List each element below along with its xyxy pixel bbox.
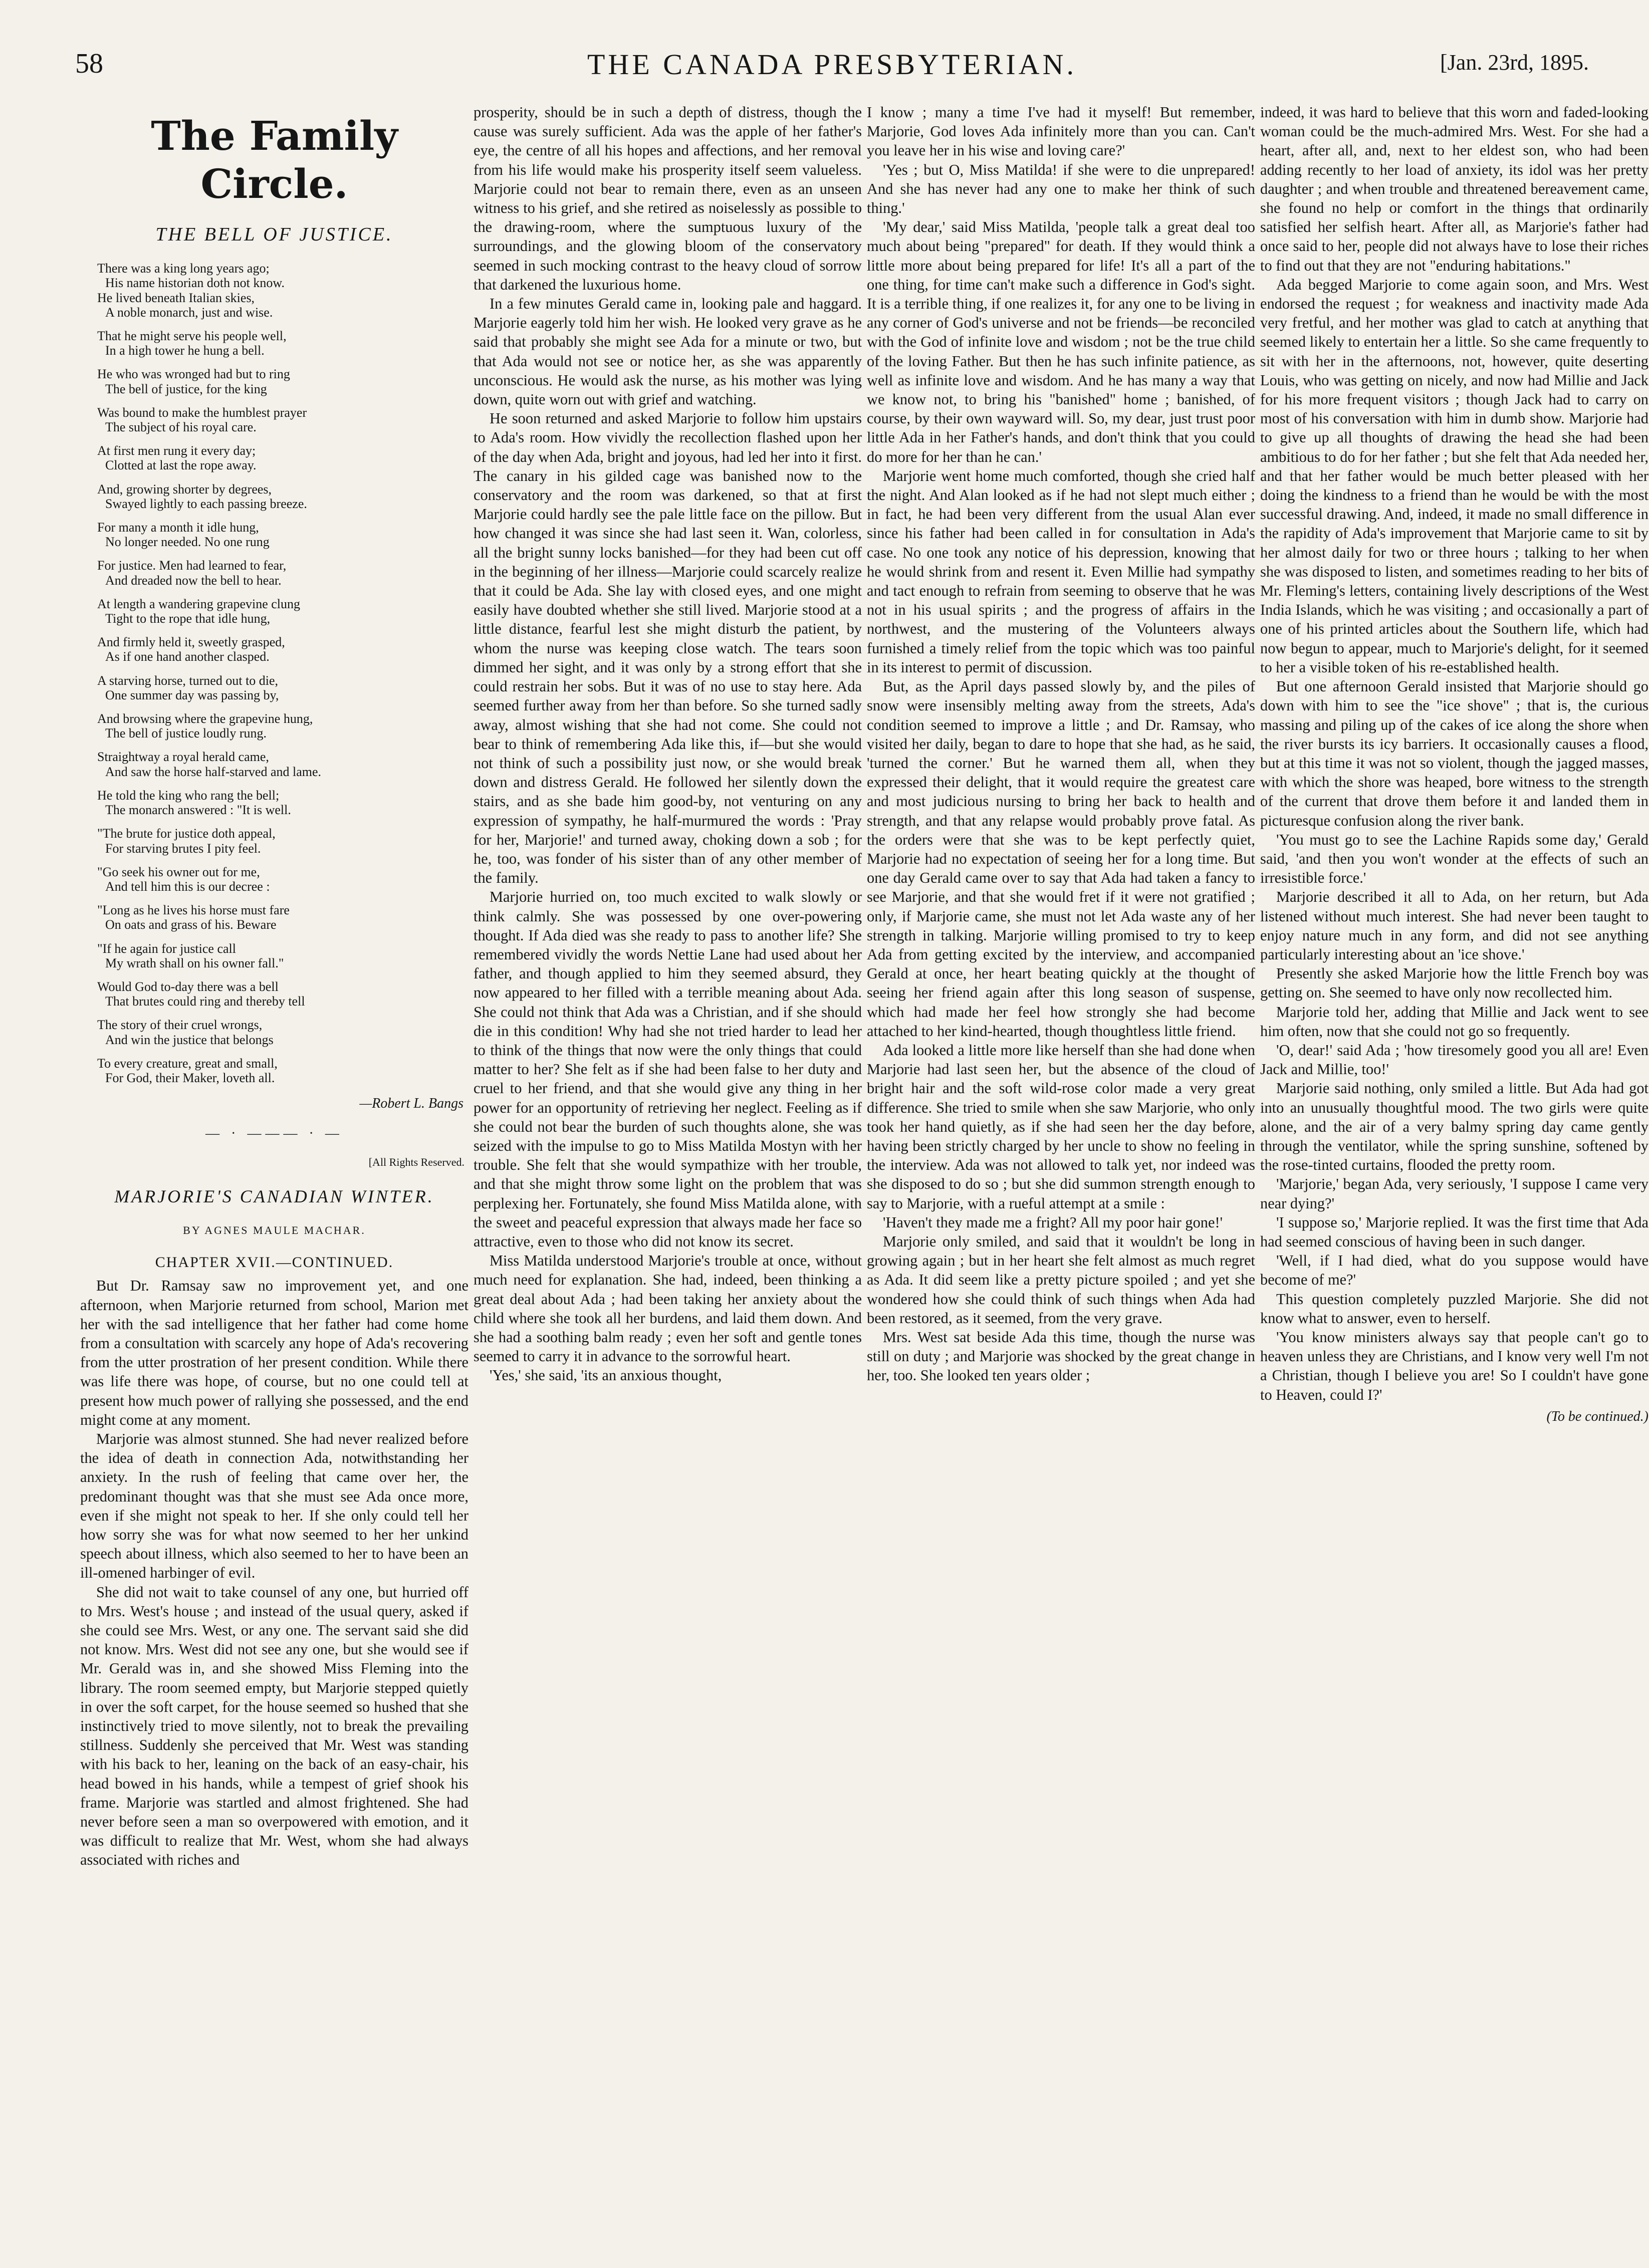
section-title: The Family Circle. [151, 112, 398, 207]
column-3 [867, 103, 1255, 1385]
poem-line: One summer day was passing by, [105, 687, 279, 702]
poem-line: My wrath shall on his owner fall." [105, 955, 284, 970]
poem-line: That he might serve his people well, [97, 329, 287, 344]
poem-stanza [97, 482, 468, 511]
poem-stanza [97, 558, 468, 587]
poem-line: No longer needed. No one rung [105, 535, 270, 550]
masthead [75, 48, 1589, 88]
poem-title: THE BELL OF JUSTICE. [155, 224, 393, 245]
poem-line: And tell him this is our decree : [105, 879, 270, 894]
rights-notice: [All Rights Reserved. [368, 1155, 464, 1168]
poem-stanza [97, 941, 468, 970]
column-1 [80, 103, 468, 1870]
poem-stanza [97, 261, 468, 320]
column-text [474, 103, 862, 1385]
paragraph: Ada looked a little more like herself than she had done when Marjorie had last seen her, but the absence of the cloud of bright hair and the soft wild-rose color made a very great difference. She tried to smile when she saw Marjorie, who only took her hand quietly, as if she had seen her the day before, having been strictly charged by her uncle to show no feeling in the interview. Ada was not allowed to talk yet, nor indeed was she disposed to do so ; but she did summon strength enough to say to Marjorie, with a rueful attempt at a smile : [867, 1041, 1255, 1212]
column-2 [474, 103, 862, 1385]
poem-line: And browsing where the grapevine hung, [97, 711, 313, 726]
poem-line: He who was wronged had but to ring [97, 367, 290, 382]
poem-line: And, growing shorter by degrees, [97, 481, 272, 496]
poem-stanza [97, 1018, 468, 1047]
page-number: 58 [75, 48, 103, 79]
poem-stanza [97, 826, 468, 855]
divider: — · ——— · — [205, 1126, 343, 1142]
poem [97, 261, 468, 1085]
paragraph: She did not wait to take counsel of any one, but hurried off to Mrs. West's house ; and instead of the usual query, asked if she could see Mrs. West, or any one. The servant said she did not know. Mrs. West did not see any one, but she would see if Mr. Gerald was in, and she showed Miss Fleming into the library. The room seemed empty, but Marjorie stepped quietly in over the soft carpet, for the house seemed so hushed that she instinctively tried to move silently, not to break the prevailing stillness. Suddenly she perceived that Mr. West was standing with his back to her, leaning on the back of an easy-chair, his head bowed in his hands, while a tempest of grief shook his frame. Marjorie was startled and almost frightened. She had never before seen a man so overpowered with emotion, and it was difficult to realize that Mr. West, whom she had always associated with riches and [80, 1583, 468, 1869]
poem-line: The monarch answered : "It is well. [105, 803, 291, 818]
paragraph: Miss Matilda understood Marjorie's trouble at once, without much need for explanation. She had, indeed, been thinking a great deal about Ada ; had been taking her anxiety about the child where she took all her burdens, and laid them down. And she had a soothing balm ready ; even her soft and gentle tones seemed to carry it in advance to the sorrowful heart. [474, 1252, 862, 1365]
paragraph: He soon returned and asked Marjorie to follow him upstairs to Ada's room. How vividly the recollection flashed upon her of the day when Ada, bright and joyous, had led her into it first. The canary in his gilded cage was banished now to the conservatory and the room was darkened, so that at first Marjorie could hardly see the pale little face on the pillow. But how changed it was since she had last seen it. Wan, colorless, all the bright sunny locks banished—for they had been cut off in the beginning of her illness—Marjorie could scarcely realize that it could be Ada. She lay with closed eyes, and one might easily have doubted whether she still lived. Marjorie stood at a little distance, fearful lest she might disturb the patient, by whom the nurse was keeping close watch. The tears soon dimmed her sight, and it was only by a strong effort that she could restrain her sobs. But it was of no use to stay here. Ada seemed further away from her than before. So she turned sadly away, almost wishing that she had not come. She could not bear to think of remembering Ada like this, if—but she would not think of such a possibility just now, or she would break down and distress Gerald. He followed her silently down the stairs, and as she bade him good-by, not venturing on any expression of sympathy, he half-murmured the words : 'Pray for her, Marjorie!' and turned away, choking down a sob ; for he, too, was fonder of his sister than of any other member of the family. [474, 410, 862, 887]
poem-line: A starving horse, turned out to die, [97, 673, 279, 688]
paragraph: I know ; many a time I've had it myself! But remember, Marjorie, God loves Ada infinitely more than you can. Can't you leave her in his wise and loving care?' [867, 104, 1255, 159]
poem-line: Clotted at last the rope away. [105, 458, 257, 473]
poem-stanza [97, 788, 468, 817]
poem-line: The subject of his royal care. [105, 420, 257, 435]
poem-stanza [97, 597, 468, 626]
poem-line: "The brute for justice doth appeal, [97, 826, 276, 841]
poem-line: Was bound to make the humblest prayer [97, 405, 307, 420]
poem-line: Tight to the rope that idle hung, [105, 611, 271, 626]
poem-line: For God, their Maker, loveth all. [105, 1070, 275, 1085]
story-title: MARJORIE'S CANADIAN WINTER. [114, 1186, 434, 1206]
poem-stanza [97, 749, 468, 779]
poem-line: At length a wandering grapevine clung [97, 596, 301, 611]
paragraph: But, as the April days passed slowly by, and the piles of snow were insensibly melting away from the streets, Ada's condition seemed to improve a little ; and Dr. Ramsay, who visited her daily, began to dare to hope that she had, as he said, 'turned the corner.' But he warned them all, when they expressed their delight, that it would require the greatest care and most judicious nursing to bring her back to health and strength, and that any relapse would probably prove fatal. As the orders were that she was to be kept perfectly quiet, Marjorie had no expectation of seeing her for a long time. But one day Gerald came over to say that Ada had taken a fancy to see Marjorie, and that she would fret if it were not gratified ; only, if Marjorie came, she must not let Ada waste any of her strength in talking. Marjorie willing promised to try to keep Ada from getting excited by the interview, and accompanied Gerald at once, her heart beating quickly at the thought of seeing her friend again after this long season of suspense, which had made her feel how strongly she had become attached to her kind-hearted, though thoughtless little friend. [867, 678, 1255, 1040]
paragraph: Ada begged Marjorie to come again soon, and Mrs. West endorsed the request ; for weakness and inactivity made Ada very fretful, and her mother was glad to catch at anything that seemed likely to entertain her a little. So she came frequently to sit with her in the afternoons, not, however, quite deserting Louis, who was getting on nicely, and now had Millie and Jack for his more frequent visitors ; though Jack had to carry on most of his conversation with him in dumb show. Marjorie had to give up all thoughts of drawing the head she had been ambitious to do for her father ; but she felt that Ada needed her, and that her father would be much better pleased with her doing the kindness to a friend than he would be with the most successful drawing. And, indeed, it made no small difference in the rapidity of Ada's improvement that Marjorie came to sit by her almost daily for two or three hours ; talking to her when she was disposed to listen, and sometimes reading to her bits of Mr. Fleming's letters, containing lively descriptions of the West India Islands, which he was visiting ; and occasionally a part of one of his printed articles about the Southern life, which had now begun to appear, much to Marjorie's delight, for it seemed to her a visible token of his re-established health. [1260, 276, 1648, 676]
poem-stanza [97, 711, 468, 740]
poem-line: He lived beneath Italian skies, [97, 290, 255, 305]
poem-author: —Robert L. Bangs [359, 1096, 463, 1112]
poem-stanza [97, 329, 468, 358]
paragraph: In a few minutes Gerald came in, looking pale and haggard. Marjorie eagerly told him her wish. He looked very grave as he said that probably she might see Ada for a minute or two, but that Ada would not see or notice her, as she was apparently unconscious. He would ask the nurse, as his mother was lying down, quite worn out with grief and watching. [474, 295, 862, 408]
poem-line: "Go seek his owner out for me, [97, 864, 260, 879]
paragraph: This question completely puzzled Marjorie. She did not know what to answer, even to herself. [1260, 1290, 1648, 1327]
poem-line: For justice. Men had learned to fear, [97, 558, 287, 573]
paragraph: Marjorie hurried on, too much excited to walk slowly or think calmly. She was possessed by one over-powering thought. If Ada died was she ready to pass to another life? She remembered vividly the words Nettie Lane had used about her father, and though applied to him they seemed absurd, they now appeared to her filled with a terrible meaning about Ada. She could not think that Ada was a Christian, and if she should die in this condition! Why had she not tried harder to lead her to think of the things that now were the only things that could matter to her? She felt as if she had been false to her duty and cruel to her friend, and that she would give any thing in her power for an opportunity of retrieving her neglect. Feeling as if she could not bear the burden of such thoughts alone, she was seized with the impulse to go to Miss Matilda Mostyn with her trouble. She felt that she would sympathize with her trouble, and that she might throw some light on the problem that was perplexing her. Fortunately, she found Miss Matilda alone, with the sweet and peaceful expression that always made her face so attractive, even to those who did not know its secret. [474, 888, 862, 1250]
poem-line: He told the king who rang the bell; [97, 788, 280, 803]
paragraph: 'Haven't they made me a fright? All my poor hair gone!' [883, 1213, 1223, 1231]
paragraph: indeed, it was hard to believe that this worn and faded-looking woman could be the much-admired Mrs. West. For she had a heart, after all, and, next to her eldest son, who had been adding recently to her load of anxiety, its idol was her pretty daughter ; and when trouble and threatened bereavement came, she found no help or comfort in the things that ordinarily satisfied her selfish heart. After all, as Marjorie's father had once said to her, people did not always have to lose their riches to find out that they are not "enduring habitations." [1260, 104, 1648, 274]
poem-line: And win the justice that belongs [105, 1032, 274, 1047]
paragraph: 'I suppose so,' Marjorie replied. It was the first time that Ada had seemed conscious of having been in such danger. [1260, 1213, 1648, 1250]
poem-line: The story of their cruel wrongs, [97, 1018, 263, 1033]
poem-line: "If he again for justice call [97, 941, 236, 956]
poem-line: And dreaded now the bell to hear. [105, 573, 282, 588]
poem-stanza [97, 635, 468, 664]
poem-line: His name historian doth not know. [105, 276, 285, 291]
poem-stanza [97, 520, 468, 549]
paragraph: 'You know ministers always say that people can't go to heaven unless they are Christians, and I know very well I'm not a Christian, though I believe you are! So I couldn't have gone to Heaven, could I?' [1260, 1329, 1648, 1403]
column-text [867, 103, 1255, 1385]
poem-line: For starving brutes I pity feel. [105, 841, 261, 856]
poem-line: At first men rung it every day; [97, 443, 256, 458]
poem-stanza [97, 979, 468, 1009]
paragraph: Marjorie went home much comforted, though she cried half the night. And Alan looked as if he had not slept much either ; in fact, he had been very different from the usual Alan ever since his father had been called in for consultation in Ada's case. No one took any notice of his depression, knowing that he would shrink from and resent it. Even Millie had sympathy and tact enough to refrain from seeming to observe that he was not in his usual spirits ; and the progress of affairs in the northwest, and the mustering of the Volunteers always furnished a timely relief from the topic which was too painful in its interest to permit of discussion. [867, 467, 1255, 676]
paragraph: Marjorie described it all to Ada, on her return, but Ada listened without much interest. She had never been taught to enjoy nature much in any form, and did not see anything particularly interesting about an 'ice shove.' [1260, 888, 1648, 963]
poem-line: And firmly held it, sweetly grasped, [97, 635, 285, 650]
issue-date: [Jan. 23rd, 1895. [1440, 50, 1589, 75]
poem-line: A noble monarch, just and wise. [105, 305, 273, 320]
paragraph: 'Yes,' she said, 'its an anxious thought, [490, 1367, 722, 1384]
paragraph: Marjorie was almost stunned. She had never realized before the idea of death in connection Ada, notwithstanding her anxiety. In the rush of feeling that came over her, the predominant thought was that she must see Ada once more, even if she might not speak to her. If she only could tell her how sorry she was for what now seemed to her her unkind speech about illness, which also seemed to her to have been an ill-omened harbinger of evil. [80, 1430, 468, 1582]
paragraph: Presently she asked Marjorie how the little French boy was getting on. She seemed to have only now recollected him. [1260, 965, 1648, 1001]
poem-stanza [97, 443, 468, 472]
poem-line: And saw the horse half-starved and lame. [105, 764, 322, 779]
poem-stanza [97, 367, 468, 396]
poem-line: The bell of justice loudly rung. [105, 726, 267, 741]
poem-stanza [97, 903, 468, 932]
poem-line: On oats and grass of his. Beware [105, 917, 277, 932]
column-4 [1260, 103, 1648, 1426]
poem-stanza [97, 405, 468, 434]
continued-note: (To be continued.) [1546, 1408, 1648, 1424]
paragraph: Mrs. West sat beside Ada this time, though the nurse was still on duty ; and Marjorie was shocked by the great change in her, too. She looked ten years older ; [867, 1329, 1255, 1384]
poem-line: Would God to-day there was a bell [97, 979, 279, 994]
paragraph: But Dr. Ramsay saw no improvement yet, and one afternoon, when Marjorie returned from school, Marion met her with the sad intelligence that her father had come home from a consultation with scarcely any hope of Ada's recovering from the utter prostration of her present condition. While there was life there was hope, of course, but no one could tell at present how much power of rallying she possessed, and the end might come at any moment. [80, 1277, 468, 1428]
column-text [80, 1276, 468, 1869]
poem-line: That brutes could ring and thereby tell [105, 994, 305, 1009]
paragraph: 'Yes ; but O, Miss Matilda! if she were to die unprepared! And she has never had any one to make her think of such thing.' [867, 161, 1255, 217]
poem-line: As if one hand another clasped. [105, 649, 270, 664]
paragraph: prosperity, should be in such a depth of distress, though the cause was surely sufficient. Ada was the apple of her father's eye, the centre of all his hopes and affections, and her removal from his life would make his prosperity itself seem valueless. Marjorie could not bear to remain there, even as an unseen witness to his grief, and she retired as noiselessly as possible to the drawing-room, where the sumptuous luxury of the surroundings, and the glowing bloom of the conservatory seemed in such mocking contrast to the heavy cloud of sorrow that darkened the luxurious home. [474, 104, 862, 293]
paragraph: 'Marjorie,' began Ada, very seriously, 'I suppose I came very near dying?' [1260, 1175, 1648, 1212]
poem-line: The bell of justice, for the king [105, 381, 267, 396]
poem-line: For many a month it idle hung, [97, 520, 259, 535]
paragraph: Marjorie only smiled, and said that it wouldn't be long in growing again ; but in her heart she felt almost as much regret as Ada. It did seem like a pretty picture spoiled ; and yet she wondered how she could think of such things when Ada had been restored, as it seemed, from the very grave. [867, 1232, 1255, 1327]
poem-stanza [97, 865, 468, 894]
column-text [1260, 103, 1648, 1404]
paragraph: 'My dear,' said Miss Matilda, 'people talk a great deal too much about being "prepared" for death. If they would think a little more about being prepared for life! It's all a part of the one thing, for time can't make such a difference in God's sight. It is a terrible thing, if one realizes it, for any one to be living in any corner of God's universe and not be friends—be reconciled with the God of infinite love and wisdom ; not be the true child of the loving Father. But then he has such infinite patience, as well as infinite love and wisdom. And he has many a way that we know not, to bring his "banished" home ; banished, of course, by their own wayward will. So, my dear, just trust poor little Ada in her Father's hands, and don't think that you could do more for her than he can.' [867, 218, 1255, 465]
poem-line: In a high tower he hung a bell. [105, 343, 265, 358]
poem-line: To every creature, great and small, [97, 1056, 278, 1071]
paragraph: 'O, dear!' said Ada ; 'how tiresomely good you all are! Even Jack and Millie, too!' [1260, 1041, 1648, 1078]
chapter-heading: CHAPTER XVII.—CONTINUED. [155, 1254, 394, 1271]
publication-title: THE CANADA PRESBYTERIAN. [587, 48, 1077, 81]
paragraph: But one afternoon Gerald insisted that Marjorie should go down with him to see the "ice shove" ; that is, the curious massing and piling up of the cakes of ice along the shore when the river bursts its icy barriers. It occasionally causes a flood, but at this time it was not so violent, though the jagged masses, with which the shore was heaped, bore witness to the strength of the current that drove them before it and landed them in picturesque confusion along the river bank. [1260, 678, 1648, 829]
poem-line: "Long as he lives his horse must fare [97, 903, 290, 918]
paragraph: 'Well, if I had died, what do you suppose would have become of me?' [1260, 1252, 1648, 1289]
poem-line: There was a king long years ago; [97, 261, 270, 276]
poem-stanza [97, 673, 468, 702]
story-byline: BY AGNES MAULE MACHAR. [183, 1223, 366, 1236]
poem-stanza [97, 1056, 468, 1085]
poem-line: Swayed lightly to each passing breeze. [105, 496, 307, 511]
paragraph: Marjorie said nothing, only smiled a little. But Ada had got into an unusually thoughtful mood. The two girls were quite alone, and the air of a very balmy spring day came gently through the ventilator, while the spring sunshine, softened by the rose-tinted curtains, flooded the pretty room. [1260, 1080, 1648, 1174]
paragraph: Marjorie told her, adding that Millie and Jack went to see him often, now that she could not go so frequently. [1260, 1003, 1648, 1040]
poem-line: Straightway a royal herald came, [97, 749, 269, 765]
paragraph: 'You must go to see the Lachine Rapids some day,' Gerald said, 'and then you won't wonder at the effects of such an irresistible force.' [1260, 831, 1648, 887]
